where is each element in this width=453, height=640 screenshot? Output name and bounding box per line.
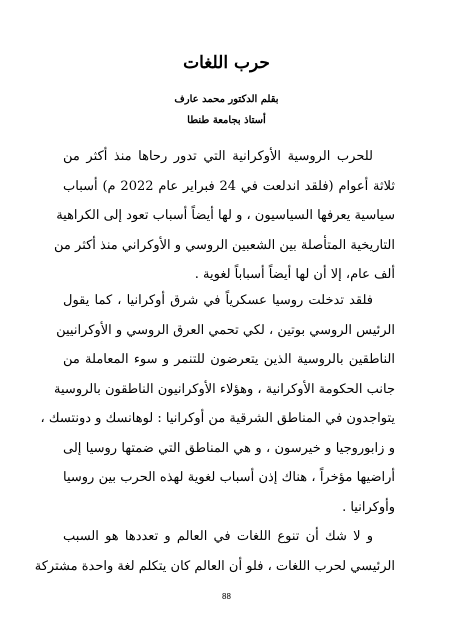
author-byline: بقلم الدكتور محمد عارف — [174, 94, 279, 105]
article-title: حرب اللغات — [183, 53, 270, 73]
text-line: للحرب الروسية الأوكرانية التي تدور رحاها منذ أكثر من — [63, 149, 373, 164]
paragraph-3 — [34, 522, 395, 581]
text-line: الرئيس الروسي بوتين ، لكي تحمي العرق الروسي و الأوكرانيين — [56, 322, 395, 338]
text-line: و لا شك أن تنوع اللغات في العالم و تعددها هو السبب — [63, 529, 373, 544]
text-line: فلقد تدخلت روسيا عسكرياً في شرق أوكرانيا ، كما يقول — [63, 293, 373, 308]
text-line: يتواجدون في المناطق الشرقية من أوكرانيا : لوهانسك و دونتسك ، — [40, 411, 395, 426]
page-number: 88 — [222, 592, 231, 601]
text-line: ألف عام، إلا أن لها أيضاً أسباباً لغوية . — [194, 267, 395, 282]
paragraph-2 — [40, 286, 395, 522]
text-line: الرئيسي لحرب اللغات ، فلو أن العالم كان يتكلم لغة واحدة مشتركة — [34, 558, 395, 574]
text-line: التاريخية المتأصلة بين الشعبين الروسي و الأوكراني منذ أكثر من — [54, 237, 395, 253]
text-line: وأوكرانيا . — [342, 499, 395, 515]
text-line: الناطقين بالروسية الذين يتعرضون للتنمر و سوء المعاملة من — [63, 352, 395, 367]
paragraph-1 — [54, 142, 395, 290]
text-line: و زابوروجيا و خيرسون ، و هي المناطق التي ضمتها روسيا إلى — [63, 440, 395, 456]
text-line: ثلاثة أعوام (فلقد اندلعت في 24 فبراير عام 2022 م) أسباب — [63, 178, 395, 194]
text-line: أراضيها مؤخراً ، هناك إذن أسباب لغوية لهذه الحرب بين روسيا — [63, 470, 395, 485]
text-line: سياسية يعرفها السياسيون ، و لها أيضاً أسباب تعود إلى الكراهية — [56, 208, 395, 223]
author-affiliation: أستاذ بجامعة طنطا — [187, 115, 266, 126]
text-line: جانب الحكومة الأوكرانية ، وهؤلاء الأوكرانيون الناطقون بالروسية — [54, 381, 395, 397]
